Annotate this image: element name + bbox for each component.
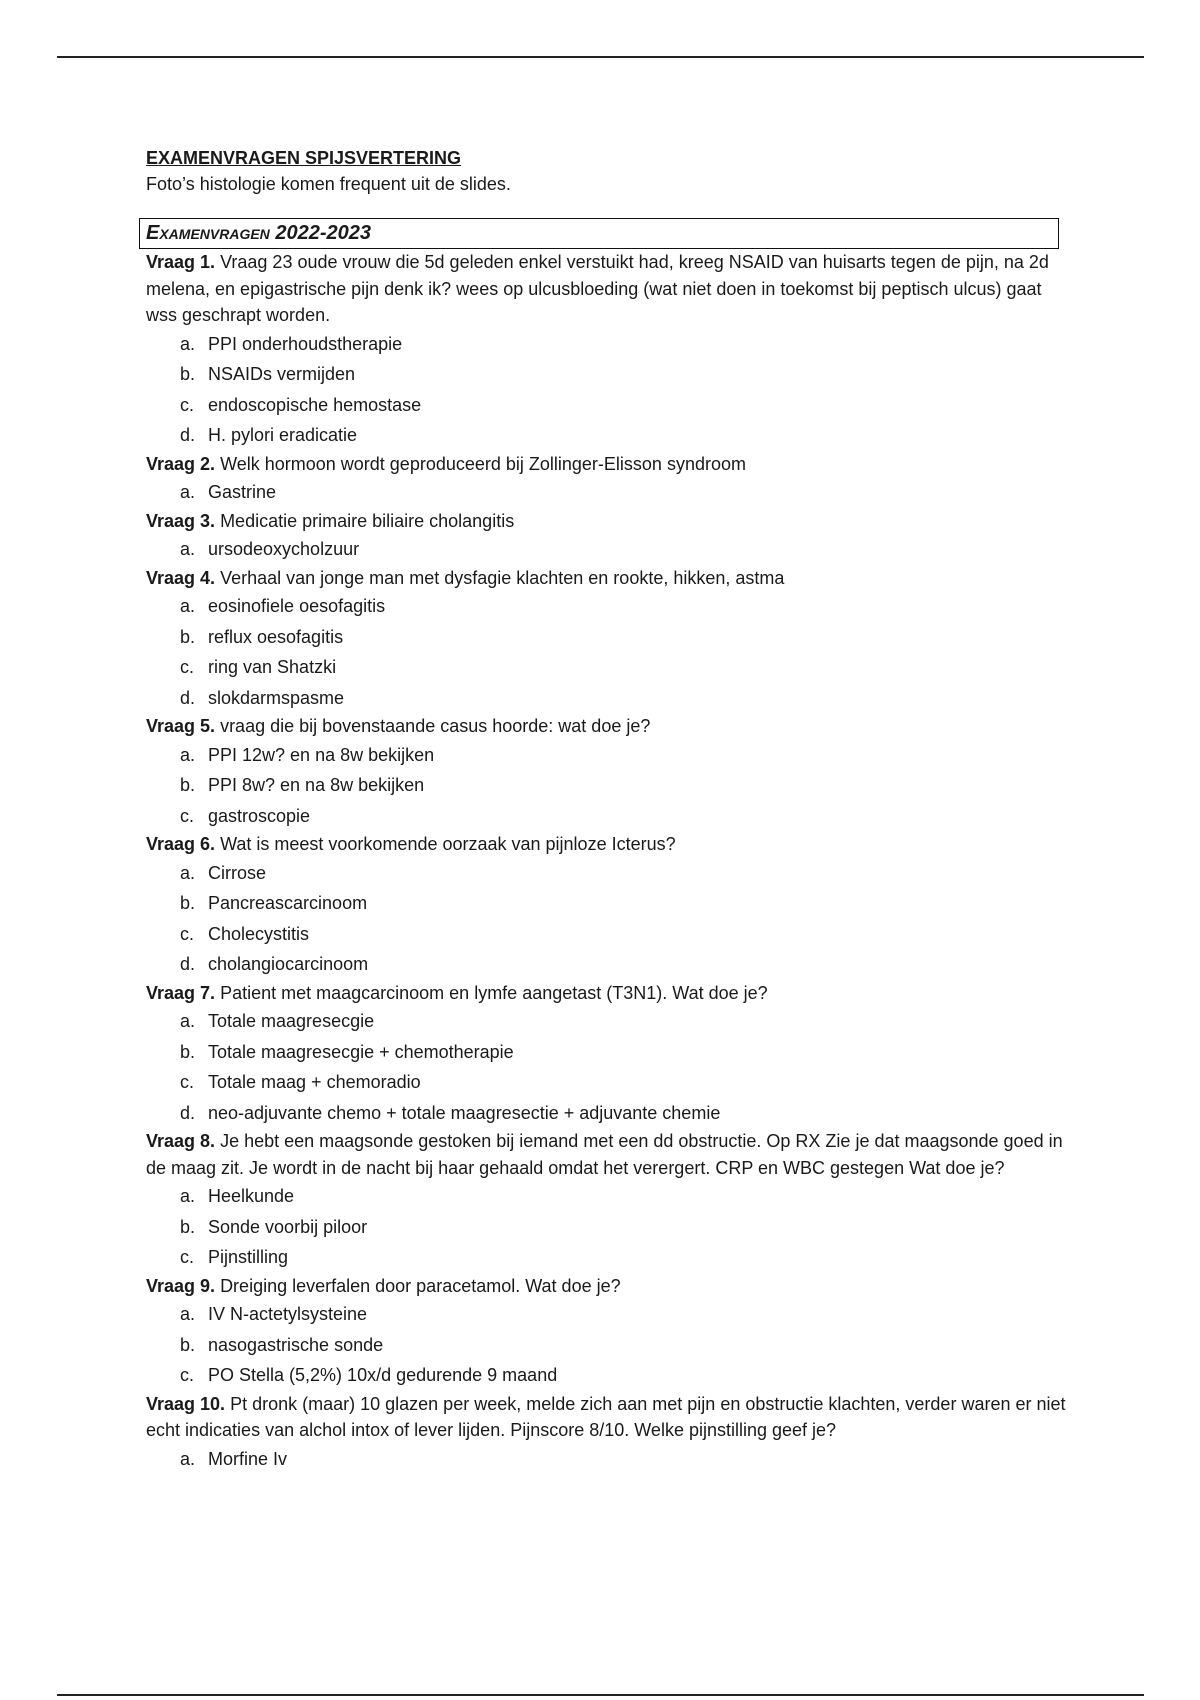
question-number: Vraag 2.: [146, 453, 216, 474]
question-2: [146, 451, 1066, 478]
question-5: [146, 713, 1066, 740]
question-text: Welk hormoon wordt geproduceerd bij Zollinger-Elisson syndroom: [220, 453, 746, 474]
answer-option: [180, 770, 1066, 801]
option-letter: b.: [180, 364, 196, 384]
option-text: Heelkunde: [208, 1186, 295, 1206]
question-6: [146, 831, 1066, 858]
option-text: H. pylori eradicatie: [208, 425, 358, 445]
answer-option: [180, 1181, 1066, 1212]
option-letter: c.: [180, 657, 195, 677]
answer-option: [180, 1299, 1066, 1330]
answer-options: [146, 477, 1066, 508]
answer-option: [180, 329, 1066, 360]
option-letter: b.: [180, 893, 196, 913]
answer-option: [180, 1444, 1066, 1475]
question-number: Vraag 1.: [146, 252, 216, 272]
question-text: Wat is meest voorkomende oorzaak van pijnloze Icterus?: [220, 834, 676, 854]
question-3: [146, 508, 1066, 535]
answer-option: [180, 919, 1066, 950]
option-letter: a.: [180, 482, 196, 502]
option-text: eosinofiele oesofagitis: [208, 596, 386, 616]
option-letter: d.: [180, 1102, 196, 1123]
option-letter: a.: [180, 862, 196, 883]
question-9: [146, 1273, 1066, 1300]
answer-options: [146, 591, 1066, 713]
section-heading: Examenvragen 2022-2023: [146, 222, 371, 244]
option-letter: b.: [180, 1041, 196, 1062]
option-letter: c.: [180, 923, 195, 944]
question-text: Medicatie primaire biliaire cholangitis: [220, 510, 515, 531]
option-letter: c.: [180, 1365, 195, 1385]
question-text: Verhaal van jonge man met dysfagie klachten en rookte, hikken, astma: [220, 567, 785, 588]
answer-option: [180, 1330, 1066, 1361]
answer-option: [180, 801, 1066, 832]
answer-option: [180, 477, 1066, 508]
option-text: PPI onderhoudstherapie: [208, 333, 403, 354]
question-text: vraag die bij bovenstaande casus hoorde: wat doe je?: [220, 716, 651, 736]
document-title: EXAMENVRAGEN SPIJSVERTERING: [146, 148, 462, 168]
question-text: Dreiging leverfalen door paracetamol. Wat doe je?: [220, 1275, 621, 1296]
option-text: Totale maagresecgie: [208, 1011, 375, 1031]
answer-options: [146, 858, 1066, 980]
section-heading-box: [139, 218, 1059, 249]
option-letter: c.: [180, 805, 195, 826]
option-text: Pancreascarcinoom: [208, 893, 368, 913]
question-number: Vraag 3.: [146, 510, 216, 531]
option-text: neo-adjuvante chemo + totale maagresectie + adjuvante chemie: [208, 1102, 721, 1123]
option-letter: c.: [180, 394, 195, 415]
answer-options: [146, 534, 1066, 565]
option-text: endoscopische hemostase: [208, 394, 422, 415]
answer-option: [180, 359, 1066, 390]
question-text: Je hebt een maagsonde gestoken bij iemand met een dd obstructie. Op RX Zie je dat maagsonde goed in de maag zit. Je wordt in de nacht bij haar gehaald omdat het verergert. CRP en WBC gestegen Wat doe je?: [146, 1131, 1063, 1178]
question-1: [146, 249, 1066, 329]
answer-option: [180, 1242, 1066, 1273]
option-text: PO Stella (5,2%) 10x/d gedurende 9 maand: [208, 1365, 558, 1385]
option-letter: b.: [180, 626, 196, 647]
answer-options: [146, 1444, 1066, 1475]
document-subtitle: Foto’s histologie komen frequent uit de slides.: [146, 174, 511, 194]
answer-options: [146, 1006, 1066, 1128]
option-letter: a.: [180, 1304, 196, 1324]
option-letter: a.: [180, 333, 196, 354]
option-text: PPI 8w? en na 8w bekijken: [208, 775, 425, 795]
option-text: Totale maagresecgie + chemotherapie: [208, 1041, 514, 1062]
option-letter: b.: [180, 1334, 196, 1355]
option-text: ursodeoxycholzuur: [208, 539, 360, 559]
option-letter: c.: [180, 1247, 195, 1267]
option-letter: a.: [180, 596, 196, 616]
option-letter: b.: [180, 1216, 196, 1237]
option-text: NSAIDs vermijden: [208, 364, 356, 384]
answer-option: [180, 1067, 1066, 1098]
option-text: IV N-actetylsysteine: [208, 1304, 368, 1324]
answer-option: [180, 683, 1066, 714]
option-text: Cirrose: [208, 862, 267, 883]
answer-option: [180, 740, 1066, 771]
option-letter: a.: [180, 539, 196, 559]
answer-option: [180, 534, 1066, 565]
option-letter: d.: [180, 954, 196, 974]
question-number: Vraag 5.: [146, 716, 216, 736]
option-letter: d.: [180, 425, 196, 445]
answer-options: [146, 740, 1066, 832]
option-text: Sonde voorbij piloor: [208, 1216, 368, 1237]
answer-option: [180, 591, 1066, 622]
question-4: [146, 565, 1066, 592]
answer-option: [180, 1212, 1066, 1243]
option-letter: a.: [180, 1011, 196, 1031]
answer-option: [180, 949, 1066, 980]
question-10: [146, 1391, 1066, 1444]
answer-option: [180, 1360, 1066, 1391]
question-number: Vraag 6.: [146, 834, 216, 854]
question-number: Vraag 4.: [146, 567, 216, 588]
option-text: nasogastrische sonde: [208, 1334, 384, 1355]
option-letter: a.: [180, 1186, 196, 1206]
answer-options: [146, 1181, 1066, 1273]
question-list: [146, 249, 1066, 1474]
page-top-rule: [57, 56, 1144, 58]
question-7: [146, 980, 1066, 1007]
option-text: cholangiocarcinoom: [208, 954, 369, 974]
option-letter: c.: [180, 1072, 195, 1092]
document-body: [146, 145, 1066, 1474]
answer-option: [180, 1037, 1066, 1068]
answer-option: [180, 1006, 1066, 1037]
question-text: Vraag 23 oude vrouw die 5d geleden enkel verstuikt had, kreeg NSAID van huisarts tegen de pijn, na 2d melena, en epigastrische pijn denk ik? wees op ulcusbloeding (wat niet doen in toekomst bij peptisch ulcus) gaat wss geschrapt worden.: [146, 252, 1049, 325]
question-8: [146, 1128, 1066, 1181]
answer-option: [180, 1098, 1066, 1129]
answer-option: [180, 390, 1066, 421]
option-text: Cholecystitis: [208, 923, 310, 944]
option-text: Gastrine: [208, 482, 277, 502]
option-text: gastroscopie: [208, 805, 311, 826]
option-text: Pijnstilling: [208, 1247, 289, 1267]
question-text: Pt dronk (maar) 10 glazen per week, melde zich aan met pijn en obstructie klachten, verder waren er niet echt indicaties van alchol intox of lever lijden. Pijnscore 8/10. Welke pijnstilling geef je?: [146, 1393, 1066, 1440]
option-letter: d.: [180, 687, 196, 708]
question-number: Vraag 10.: [146, 1393, 226, 1414]
option-letter: a.: [180, 744, 196, 765]
answer-option: [180, 652, 1066, 683]
option-text: slokdarmspasme: [208, 687, 345, 708]
question-number: Vraag 8.: [146, 1131, 216, 1151]
answer-option: [180, 858, 1066, 889]
option-text: reflux oesofagitis: [208, 626, 344, 647]
page-bottom-rule: [57, 1694, 1144, 1696]
answer-options: [146, 329, 1066, 451]
option-letter: b.: [180, 775, 196, 795]
answer-option: [180, 420, 1066, 451]
answer-options: [146, 1299, 1066, 1391]
question-number: Vraag 7.: [146, 982, 216, 1003]
option-text: Morfine Iv: [208, 1448, 288, 1469]
option-text: Totale maag + chemoradio: [208, 1072, 421, 1092]
answer-option: [180, 888, 1066, 919]
answer-option: [180, 622, 1066, 653]
question-number: Vraag 9.: [146, 1275, 216, 1296]
option-text: ring van Shatzki: [208, 657, 337, 677]
question-text: Patient met maagcarcinoom en lymfe aangetast (T3N1). Wat doe je?: [220, 982, 768, 1003]
option-text: PPI 12w? en na 8w bekijken: [208, 744, 435, 765]
option-letter: a.: [180, 1448, 196, 1469]
